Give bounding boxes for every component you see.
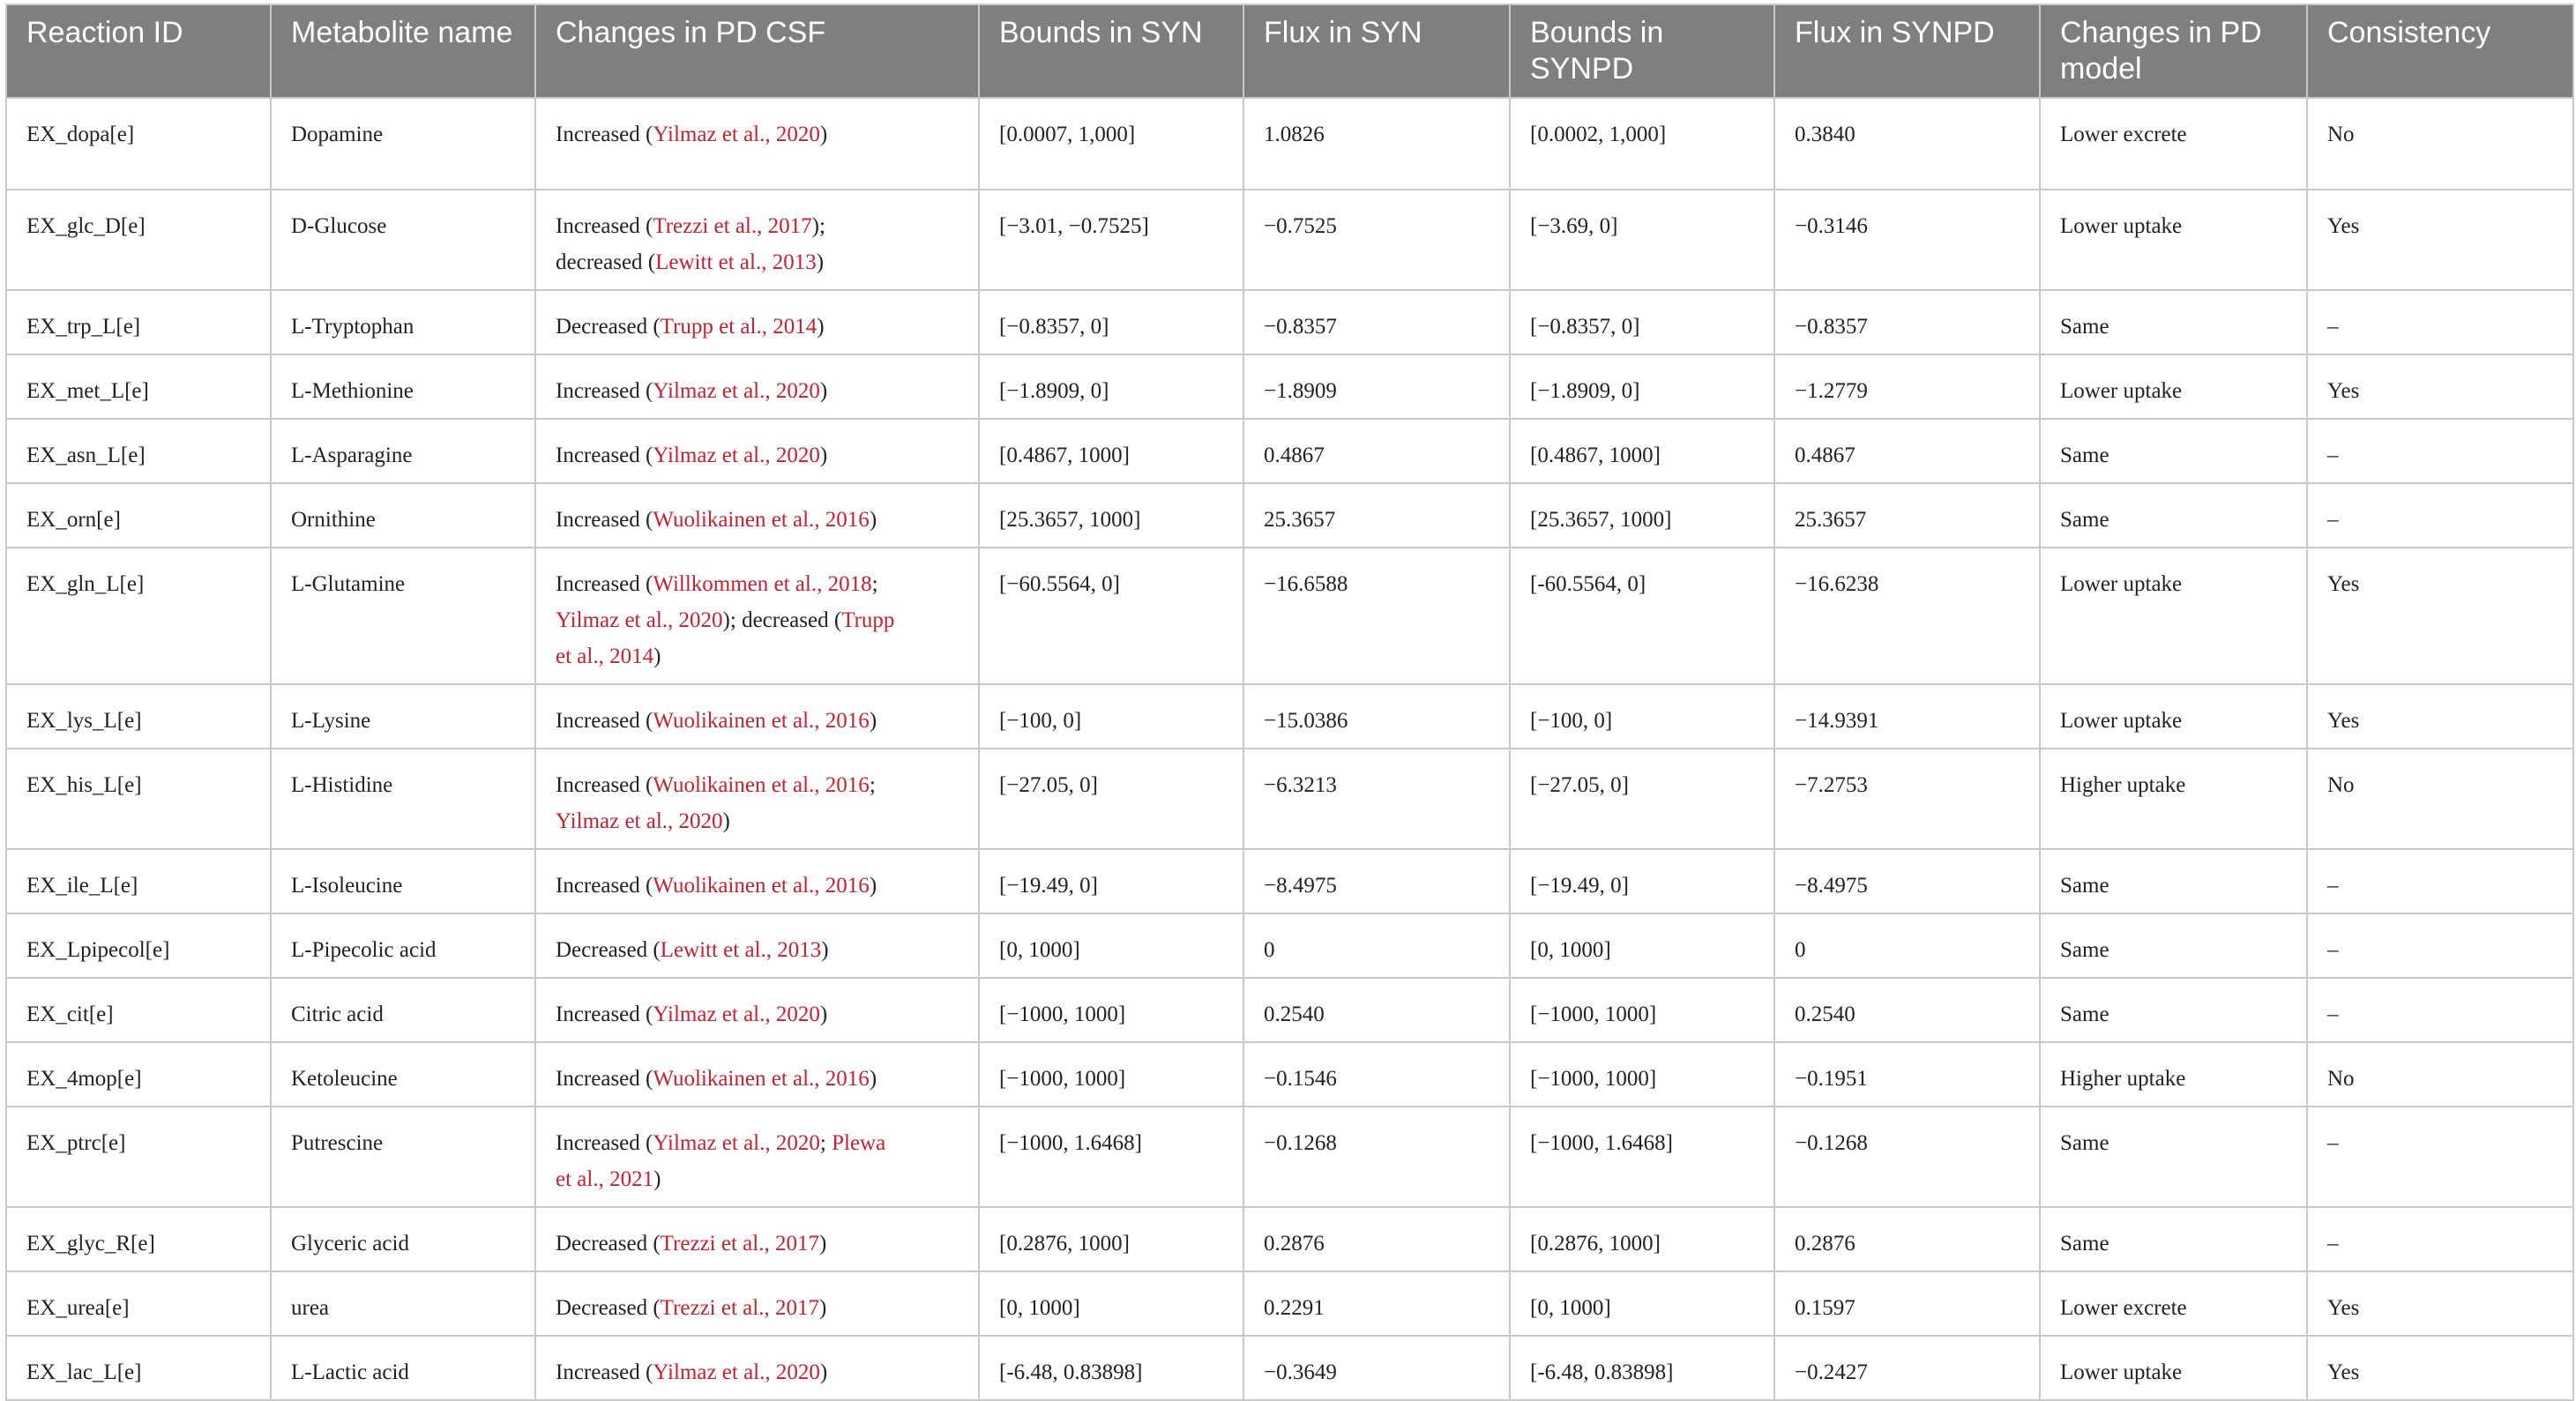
change-text: Increased ( [556,379,653,403]
flux-in-synpd-cell: −0.1951 [1774,1042,2040,1107]
reaction-id-cell: EX_ile_L[e] [6,849,271,913]
bounds-in-syn-cell: [−19.49, 0] [979,849,1243,913]
citation-link[interactable]: Wuolikainen et al., 2016 [653,773,870,797]
metabolite-name-cell: Ornithine [271,483,535,548]
changes-in-pd-model-cell: Same [2040,978,2307,1042]
consistency-cell: No [2307,749,2573,849]
flux-in-syn-cell: −8.4975 [1243,849,1510,913]
citation-link[interactable]: Trezzi et al., 2017 [660,1296,819,1320]
metabolite-name-cell: L-Pipecolic acid [271,913,535,978]
column-header-changes-in-pd-csf: Changes in PD CSF [535,4,979,98]
metabolite-name-cell: L-Histidine [271,749,535,849]
bounds-in-syn-cell: [0.2876, 1000] [979,1207,1243,1271]
changes-in-pd-csf-cell [535,290,979,354]
change-text: ) [819,1002,828,1026]
changes-in-pd-csf-cell [535,190,979,290]
bounds-in-syn-cell: [−1000, 1000] [979,1042,1243,1107]
changes-in-pd-csf-cell [535,1336,979,1400]
bounds-in-synpd-cell: [-60.5564, 0] [1510,548,1774,684]
flux-in-syn-cell: −16.6588 [1243,548,1510,684]
changes-in-pd-model-cell: Lower excrete [2040,98,2307,190]
change-text: Increased ( [556,1002,653,1026]
table-row [6,190,2573,290]
column-header-metabolite-name: Metabolite name [271,4,535,98]
table-row [6,354,2573,419]
metabolite-name-cell: L-Tryptophan [271,290,535,354]
changes-in-pd-csf-cell [535,913,979,978]
changes-in-pd-csf-cell [535,684,979,749]
flux-in-syn-cell: 1.0826 [1243,98,1510,190]
changes-in-pd-model-cell: Lower uptake [2040,190,2307,290]
citation-link[interactable]: Yilmaz et al., 2020 [653,1131,820,1155]
consistency-cell: No [2307,1042,2573,1107]
changes-in-pd-model-cell: Same [2040,290,2307,354]
bounds-in-synpd-cell: [−0.8357, 0] [1510,290,1774,354]
flux-in-synpd-cell: −1.2779 [1774,354,2040,419]
bounds-in-synpd-cell: [−1.8909, 0] [1510,354,1774,419]
reaction-id-cell: EX_glyc_R[e] [6,1207,271,1271]
changes-in-pd-csf-cell [535,849,979,913]
column-header-bounds-in-synpd: Bounds in SYNPD [1510,4,1774,98]
flux-in-synpd-cell: −16.6238 [1774,548,2040,684]
change-text: Increased ( [556,123,653,146]
change-text: ) [722,809,730,833]
flux-in-synpd-cell: 0 [1774,913,2040,978]
change-text: Decreased ( [556,315,661,339]
change-text: ) [819,443,828,467]
flux-in-syn-cell: −0.1546 [1243,1042,1510,1107]
bounds-in-syn-cell: [−3.01, −0.7525] [979,190,1243,290]
flux-in-syn-cell: −1.8909 [1243,354,1510,419]
citation-link[interactable]: Trupp et al., 2014 [660,315,818,339]
table-body [6,98,2573,1400]
flux-in-synpd-cell: 0.3840 [1774,98,2040,190]
changes-in-pd-model-cell: Same [2040,1107,2307,1207]
table-row [6,749,2573,849]
change-text: ) [821,938,829,962]
changes-in-pd-model-cell: Same [2040,483,2307,548]
flux-in-synpd-cell: 25.3657 [1774,483,2040,548]
changes-in-pd-csf-cell [535,1207,979,1271]
reaction-id-cell: EX_asn_L[e] [6,419,271,483]
changes-in-pd-model-cell: Lower uptake [2040,684,2307,749]
bounds-in-synpd-cell: [−1000, 1.6468] [1510,1107,1774,1207]
consistency-cell: Yes [2307,1336,2573,1400]
metabolite-name-cell: L-Lysine [271,684,535,749]
metabolite-name-cell: L-Isoleucine [271,849,535,913]
bounds-in-synpd-cell: [−1000, 1000] [1510,978,1774,1042]
citation-link[interactable]: Lewitt et al., 2013 [660,938,822,962]
flux-in-synpd-cell: 0.2876 [1774,1207,2040,1271]
bounds-in-syn-cell: [−0.8357, 0] [979,290,1243,354]
flux-in-syn-cell: −15.0386 [1243,684,1510,749]
flux-in-synpd-cell: 0.2540 [1774,978,2040,1042]
bounds-in-syn-cell: [−1000, 1.6468] [979,1107,1243,1207]
bounds-in-synpd-cell: [−100, 0] [1510,684,1774,749]
reaction-id-cell: EX_urea[e] [6,1271,271,1336]
citation-link[interactable]: Yilmaz et al., 2020 [556,608,723,632]
table-row [6,1336,2573,1400]
change-text: ; [871,572,878,596]
table-row [6,419,2573,483]
change-text: ) [818,1232,827,1256]
changes-in-pd-model-cell: Higher uptake [2040,749,2307,849]
changes-in-pd-csf-cell [535,1271,979,1336]
change-text: Increased ( [556,1067,653,1091]
change-text: Decreased ( [556,1296,661,1320]
consistency-cell: Yes [2307,1271,2573,1336]
changes-in-pd-model-cell: Same [2040,913,2307,978]
metabolite-name-cell: Putrescine [271,1107,535,1207]
column-header-flux-in-syn: Flux in SYN [1243,4,1510,98]
metabolite-name-cell: Dopamine [271,98,535,190]
bounds-in-syn-cell: [0, 1000] [979,913,1243,978]
flux-comparison-table [5,4,2574,1401]
bounds-in-synpd-cell: [−1000, 1000] [1510,1042,1774,1107]
metabolite-name-cell: L-Asparagine [271,419,535,483]
changes-in-pd-model-cell: Higher uptake [2040,1042,2307,1107]
column-header-bounds-in-syn: Bounds in SYN [979,4,1243,98]
changes-in-pd-csf-cell [535,1042,979,1107]
changes-in-pd-csf-cell [535,419,979,483]
table-row [6,913,2573,978]
bounds-in-synpd-cell: [0.2876, 1000] [1510,1207,1774,1271]
table-row [6,483,2573,548]
bounds-in-syn-cell: [−60.5564, 0] [979,548,1243,684]
changes-in-pd-model-cell: Lower excrete [2040,1271,2307,1336]
consistency-cell: – [2307,419,2573,483]
bounds-in-synpd-cell: [0.0002, 1,000] [1510,98,1774,190]
change-text: Increased ( [556,443,653,467]
changes-in-pd-csf-cell [535,749,979,849]
changes-in-pd-model-cell: Lower uptake [2040,548,2307,684]
table-row [6,98,2573,190]
flux-in-syn-cell: −0.3649 [1243,1336,1510,1400]
metabolite-name-cell: L-Glutamine [271,548,535,684]
change-text: Decreased ( [556,1232,661,1256]
metabolite-name-cell: D-Glucose [271,190,535,290]
flux-in-synpd-cell: −14.9391 [1774,684,2040,749]
citation-link[interactable]: Lewitt et al., 2013 [655,250,817,274]
citation-link[interactable]: Trezzi et al., 2017 [660,1232,819,1256]
change-text: Increased ( [556,1360,653,1384]
change-text: Increased ( [556,214,653,238]
consistency-cell: – [2307,1107,2573,1207]
change-text: Increased ( [556,709,653,733]
change-text: Decreased ( [556,938,661,962]
flux-in-synpd-cell: 0.1597 [1774,1271,2040,1336]
change-text: ) [869,874,877,898]
bounds-in-synpd-cell: [−19.49, 0] [1510,849,1774,913]
metabolite-name-cell: Glyceric acid [271,1207,535,1271]
bounds-in-syn-cell: [−1.8909, 0] [979,354,1243,419]
changes-in-pd-model-cell: Same [2040,849,2307,913]
citation-link[interactable]: Willkommen et al., 2018 [653,572,872,596]
consistency-cell: No [2307,98,2573,190]
changes-in-pd-model-cell: Same [2040,1207,2307,1271]
change-text: ) [819,379,828,403]
flux-in-syn-cell: 0.4867 [1243,419,1510,483]
changes-in-pd-model-cell: Same [2040,419,2307,483]
bounds-in-synpd-cell: [-6.48, 0.83898] [1510,1336,1774,1400]
table-row [6,1271,2573,1336]
flux-in-synpd-cell: −0.1268 [1774,1107,2040,1207]
reaction-id-cell: EX_4mop[e] [6,1042,271,1107]
change-text: ; [869,773,876,797]
citation-link[interactable]: et al., 2021 [556,1167,654,1191]
consistency-cell: Yes [2307,190,2573,290]
bounds-in-synpd-cell: [25.3657, 1000] [1510,483,1774,548]
citation-link[interactable]: Yilmaz et al., 2020 [653,443,820,467]
table-row [6,684,2573,749]
consistency-cell: – [2307,483,2573,548]
consistency-cell: – [2307,290,2573,354]
change-text: ) [819,1360,828,1384]
bounds-in-syn-cell: [−27.05, 0] [979,749,1243,849]
reaction-id-cell: EX_Lpipecol[e] [6,913,271,978]
consistency-cell: – [2307,849,2573,913]
change-text: decreased ( [556,250,656,274]
reaction-id-cell: EX_orn[e] [6,483,271,548]
reaction-id-cell: EX_lac_L[e] [6,1336,271,1400]
table-row [6,1107,2573,1207]
metabolite-name-cell: urea [271,1271,535,1336]
header-row [6,4,2573,98]
citation-link[interactable]: Wuolikainen et al., 2016 [653,874,870,898]
consistency-cell: Yes [2307,354,2573,419]
flux-in-syn-cell: 0.2876 [1243,1207,1510,1271]
citation-link[interactable]: Plewa [832,1131,886,1155]
metabolite-name-cell: L-Methionine [271,354,535,419]
reaction-id-cell: EX_met_L[e] [6,354,271,419]
flux-in-synpd-cell: −0.8357 [1774,290,2040,354]
column-header-reaction-id: Reaction ID [6,4,271,98]
table-row [6,849,2573,913]
flux-in-syn-cell: 25.3657 [1243,483,1510,548]
bounds-in-synpd-cell: [0, 1000] [1510,1271,1774,1336]
flux-in-syn-cell: −6.3213 [1243,749,1510,849]
table-row [6,548,2573,684]
bounds-in-syn-cell: [0.4867, 1000] [979,419,1243,483]
citation-link[interactable]: Yilmaz et al., 2020 [653,123,820,146]
flux-in-syn-cell: 0.2291 [1243,1271,1510,1336]
reaction-id-cell: EX_ptrc[e] [6,1107,271,1207]
changes-in-pd-csf-cell [535,978,979,1042]
changes-in-pd-csf-cell [535,354,979,419]
table-row [6,1207,2573,1271]
metabolite-name-cell: L-Lactic acid [271,1336,535,1400]
change-text: ) [818,1296,827,1320]
table-row [6,978,2573,1042]
reaction-id-cell: EX_cit[e] [6,978,271,1042]
change-text: ) [816,250,825,274]
column-header-changes-in-pd-model: Changes in PD model [2040,4,2307,98]
citation-link[interactable]: Yilmaz et al., 2020 [556,809,723,833]
flux-in-synpd-cell: 0.4867 [1774,419,2040,483]
changes-in-pd-csf-cell [535,98,979,190]
citation-link[interactable]: Wuolikainen et al., 2016 [653,508,870,532]
column-header-consistency: Consistency [2307,4,2573,98]
flux-in-synpd-cell: −0.2427 [1774,1336,2040,1400]
flux-in-synpd-cell: −0.3146 [1774,190,2040,290]
change-text: Increased ( [556,773,653,797]
change-text: ) [653,645,661,668]
bounds-in-synpd-cell: [−3.69, 0] [1510,190,1774,290]
bounds-in-synpd-cell: [0, 1000] [1510,913,1774,978]
flux-in-synpd-cell: −8.4975 [1774,849,2040,913]
flux-in-syn-cell: −0.1268 [1243,1107,1510,1207]
consistency-cell: Yes [2307,684,2573,749]
change-text: ) [869,709,877,733]
change-text: ); decreased ( [722,608,842,632]
bounds-in-synpd-cell: [0.4867, 1000] [1510,419,1774,483]
changes-in-pd-csf-cell [535,548,979,684]
changes-in-pd-model-cell: Lower uptake [2040,1336,2307,1400]
citation-link[interactable]: Yilmaz et al., 2020 [653,1002,820,1026]
consistency-cell: – [2307,1207,2573,1271]
consistency-cell: Yes [2307,548,2573,684]
flux-in-synpd-cell: −7.2753 [1774,749,2040,849]
reaction-id-cell: EX_lys_L[e] [6,684,271,749]
citation-link[interactable]: Trezzi et al., 2017 [653,214,812,238]
citation-link[interactable]: Trupp [841,608,895,632]
citation-link[interactable]: Wuolikainen et al., 2016 [653,709,870,733]
table-row [6,1042,2573,1107]
bounds-in-synpd-cell: [−27.05, 0] [1510,749,1774,849]
reaction-id-cell: EX_gln_L[e] [6,548,271,684]
reaction-id-cell: EX_trp_L[e] [6,290,271,354]
change-text: ); [811,214,825,238]
column-header-flux-in-synpd: Flux in SYNPD [1774,4,2040,98]
table-row [6,290,2573,354]
consistency-cell: – [2307,913,2573,978]
citation-link[interactable]: et al., 2014 [556,645,654,668]
consistency-cell: – [2307,978,2573,1042]
citation-link[interactable]: Yilmaz et al., 2020 [653,1360,820,1384]
change-text: ) [869,1067,877,1091]
change-text: Increased ( [556,874,653,898]
metabolite-name-cell: Ketoleucine [271,1042,535,1107]
bounds-in-syn-cell: [0.0007, 1,000] [979,98,1243,190]
flux-in-syn-cell: −0.8357 [1243,290,1510,354]
flux-in-syn-cell: 0.2540 [1243,978,1510,1042]
change-text: ) [817,315,825,339]
change-text: Increased ( [556,508,653,532]
bounds-in-syn-cell: [−100, 0] [979,684,1243,749]
change-text: ; [819,1131,833,1155]
changes-in-pd-model-cell: Lower uptake [2040,354,2307,419]
bounds-in-syn-cell: [-6.48, 0.83898] [979,1336,1243,1400]
citation-link[interactable]: Wuolikainen et al., 2016 [653,1067,870,1091]
reaction-id-cell: EX_his_L[e] [6,749,271,849]
reaction-id-cell: EX_dopa[e] [6,98,271,190]
flux-in-syn-cell: −0.7525 [1243,190,1510,290]
change-text: Increased ( [556,1131,653,1155]
change-text: ) [819,123,828,146]
change-text: Increased ( [556,572,653,596]
bounds-in-syn-cell: [−1000, 1000] [979,978,1243,1042]
changes-in-pd-csf-cell [535,1107,979,1207]
reaction-id-cell: EX_glc_D[e] [6,190,271,290]
flux-in-syn-cell: 0 [1243,913,1510,978]
bounds-in-syn-cell: [0, 1000] [979,1271,1243,1336]
change-text: ) [869,508,877,532]
change-text: ) [653,1167,661,1191]
changes-in-pd-csf-cell [535,483,979,548]
metabolite-name-cell: Citric acid [271,978,535,1042]
bounds-in-syn-cell: [25.3657, 1000] [979,483,1243,548]
citation-link[interactable]: Yilmaz et al., 2020 [653,379,820,403]
